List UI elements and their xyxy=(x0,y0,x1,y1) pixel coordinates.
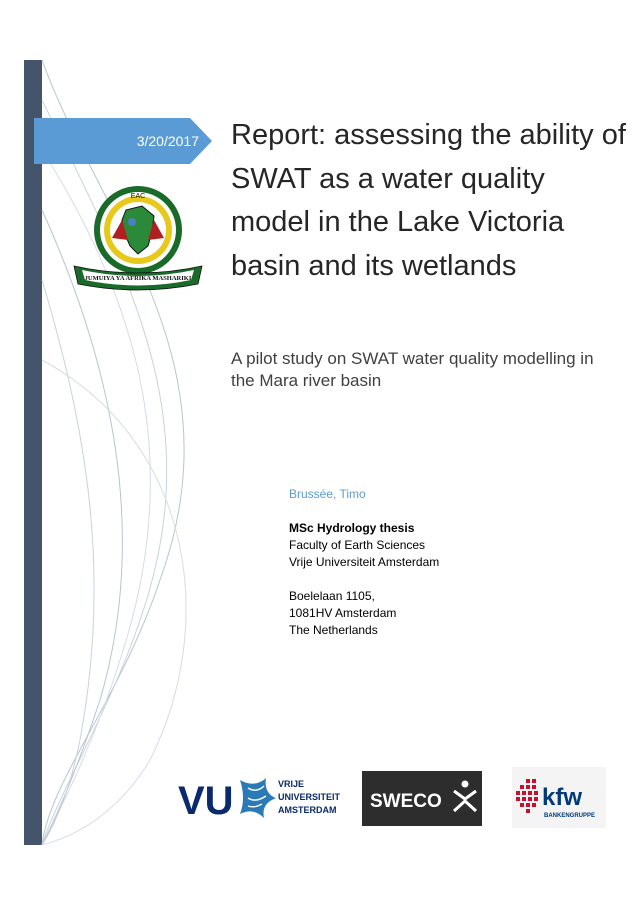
author-info xyxy=(289,520,439,639)
university: Vrije Universiteit Amsterdam xyxy=(289,555,440,569)
vu-line2: UNIVERSITEIT xyxy=(278,792,341,802)
emblem-banner-text: JUMUIYA YA AFRIKA MASHARIKI xyxy=(84,275,192,282)
address-street: Boelelaan 1105, xyxy=(289,589,375,603)
emblem-top-text: EAC xyxy=(130,193,146,200)
vu-line1: VRIJE xyxy=(278,779,305,789)
sweco-logo xyxy=(362,771,482,826)
decorative-curves xyxy=(40,60,240,845)
thesis-type: MSc Hydrology thesis xyxy=(289,521,415,535)
kfw-logo xyxy=(512,767,606,828)
address-city: 1081HV Amsterdam xyxy=(289,606,397,620)
author-name: Brussée, Timo xyxy=(289,487,366,501)
date-tab xyxy=(34,118,212,164)
sweco-name: SWECO xyxy=(370,791,442,812)
vu-logo xyxy=(178,774,343,822)
report-title: Report: assessing the ability of SWAT as a water quality model in the Lake Victoria basin and its wetlands xyxy=(231,119,626,282)
address-country: The Netherlands xyxy=(289,623,378,637)
vu-mark: VU xyxy=(178,779,234,822)
kfw-sub: BANKENGRUPPE xyxy=(544,813,596,819)
vu-line3: AMSTERDAM xyxy=(278,805,337,815)
eac-emblem xyxy=(72,180,204,296)
report-date: 3/20/2017 xyxy=(136,133,199,149)
kfw-name: kfw xyxy=(542,784,583,811)
faculty: Faculty of Earth Sciences xyxy=(289,538,426,552)
report-subtitle: A pilot study on SWAT water quality modelling in the Mara river basin xyxy=(231,349,594,390)
